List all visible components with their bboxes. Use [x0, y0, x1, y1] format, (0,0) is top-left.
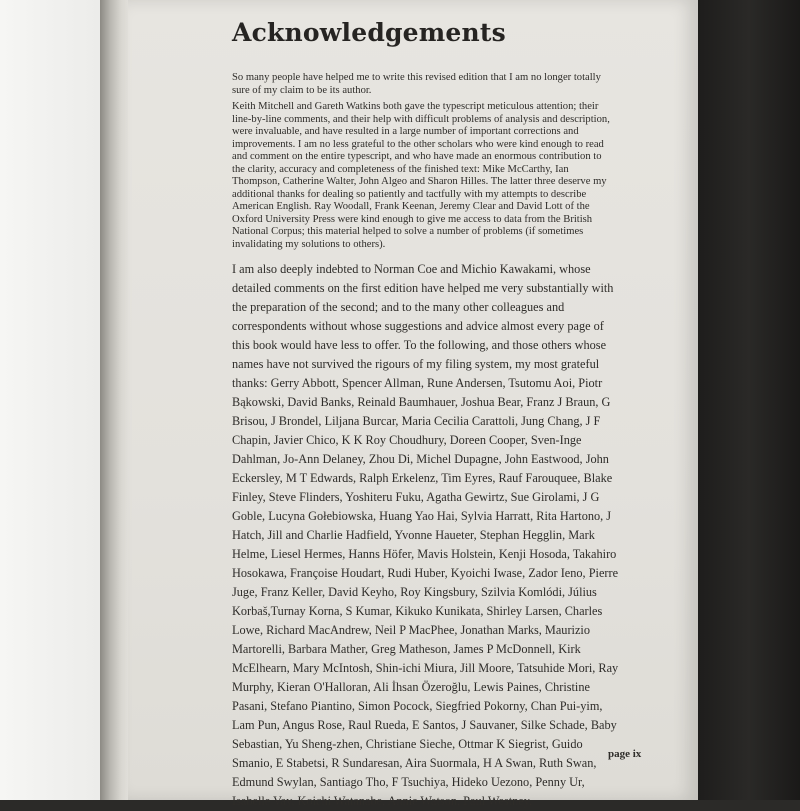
page-number: page ix: [608, 748, 642, 760]
page-title: Acknowledgements: [232, 18, 506, 47]
dark-background-edge: [698, 0, 800, 800]
book-spine: [100, 0, 130, 800]
left-margin: [0, 0, 100, 800]
paragraph-contributors: I am also deeply indebted to Norman Coe and Michio Kawakami, whose detailed comments on the first edition have helped me very substantially with the preparation of the second; and to the many other colleagues and correspondents without whose suggestions and advice almost every page of this book would have less to offer. To the following, and those others whose names have not survived the rigours of my filing system, my most grateful thanks: Gerry Abbott, Spencer Allman, Rune Andersen, Tsutomu Aoi, Piotr Bąkowski, David Banks, Reinald Baumhauer, Joshua Bear, Franz J Braun, G Brisou, J Brondel, Liljana Burcar, Maria Cecilia Carattoli, Jung Chang, J F Chapin, Javier Chico, K K Roy Choudhury, Doreen Cooper, Sven-Inge Dahlman, Jo-Ann Delaney, Zhou Di, Michel Dupagne, John Eastwood, John Eckersley, M T Edwards, Ralph Erkelenz, Tim Eyres, Rauf Farouquee, Blake Finley, Steve Flinders, Yoshiteru Fuku, Agatha Gewirtz, Sue Girolami, J G Goble, Lucyna Gołebiowska, Huang Yao Hai, Sylvia Harratt, Rita Hartono, J Hatch, Jill and Charlie Hadfield, Yvonne Haueter, Stephan Hegglin, Mark Helme, Liesel Hermes, Hanns Höfer, Mavis Holstein, Kenji Hosoda, Takahiro Hosokawa, Françoise Houdart, Rudi Huber, Kyoichi Iwase, Zador Ieno, Pierre Juge, Franz Keller, David Keyho, Roy Kingsbury, Szilvia Komlódi, Július Korbaš,Turnay Korna, S Kumar, Kikuko Kunikata, Shirley Larsen, Charles Lowe, Richard MacAndrew, Neil P MacPhee, Jonathan Marks, Maurizio Martorelli, Barbara Mather, Greg Matheson, James P McDonnell, Kirk McElhearn, Mary McIntosh, Shin-ichi Miura, Jill Moore, Tatsuhide Mori, Ray Murphy, Kieran O'Halloran, Ali İhsan Özeroğlu, Lewis Paines, Christine Pasani, Stefano Piantino, Simon Pocock, Siegfried Pokorny, Chan Pui-yim, Lam Pun, Angus Rose, Raul Rueda, E Santos, J Sauvaner, Silke Schade, Baby Sebastian, Yu Sheng-zhen, Christiane Sieche, Ottmar K Siegrist, Guido Smanio, E Stabetsi, R Sundaresan, Aira Suormala, H A Swan, Ruth Swan, Edmund Swylan, Santiago Tho, F Tsuchiya, Hideko Uezono, Penny Ur, Isabelle Vay, Koichi Watanabe, Annie Watson, Paul Westney,: [232, 262, 619, 808]
paragraph-intro: So many people have helped me to write this revised edition that I am no longer totally sure of my claim to be its author.: [232, 72, 601, 96]
paragraph-reviewers: Keith Mitchell and Gareth Watkins both gave the typescript meticulous attention; their line-by-line comments, and their help with difficult problems of analysis and description, were invaluable, and have resulted in a large number of important corrections and improvements. I am no less grateful to the other scholars who were kind enough to read and comment on the entire typescript, and who have made an enormous contribution to the clarity, accuracy and completeness of the finished text: Mike McCarthy, Ian Thompson, Catherine Walter, John Algeo and Sharon Hilles. The latter three deserve my additional thanks for dealing so patiently and tactfully with my attempts to describe American English. Ray Woodall, Frank Keenan, Jeremy Clear and David Lott of the Oxford University Press were kind enough to give me access to data from the British National Corpus; this material helped to solve a number of problems (if sometimes invalidating my solutions to others).: [232, 101, 610, 250]
book-page: [128, 0, 698, 808]
body-text: [232, 72, 619, 811]
